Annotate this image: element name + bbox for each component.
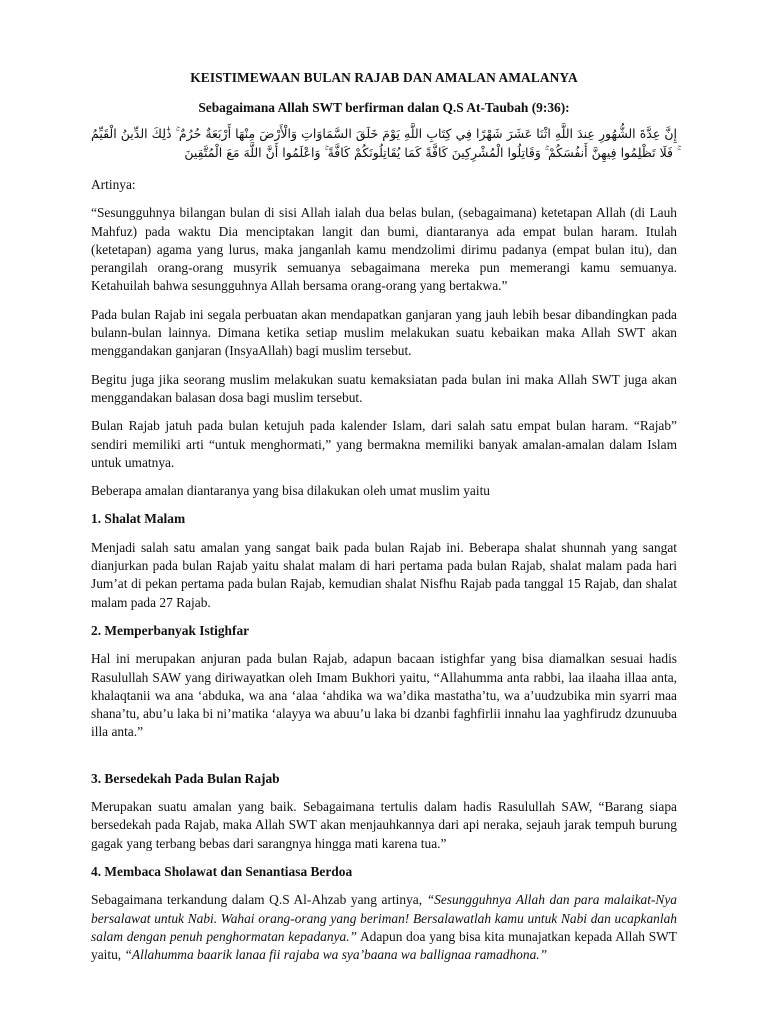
section-body-sholawat [91,891,677,964]
section-body-bersedekah: Merupakan suatu amalan yang baik. Sebagaimana tertulis dalam hadis Rasulullah SAW, “Barang siapa bersedekah pada Rajab, maka Allah SWT akan menjauhkannya dari api neraka, sejauh jarak tempuh burung gagak yang terbang bebas dari sarangnya hingga mati karena tua.” [91,799,677,851]
section-body-istighfar: Hal ini merupakan anjuran pada bulan Rajab, adapun bacaan istighfar yang bisa diamalkan sesuai hadis Rasulullah SAW yang diriwayatkan oleh Imam Bukhori yaitu, “Allahumma anta rabbi, laa ilaaha illaa anta, khalaqtanii wa ana ‘abduka, wa ana ‘alaa ‘ahdika wa wa’dika mastatha’tu, wa a’uudzubika min syarri maa shana’tu, abu’u laka bi ni’matika ‘alayya wa abuu’u laka bi dzanbi faghfirlii innahu laa yaghfirudz dzunuuba illa anta.” [91,651,677,740]
sholawat-quote-ahzab: “Sesungguhnya Allah dan para malaikat-Nya bersalawat untuk Nabi. Wahai orang-orang yang beriman! Bersalawatlah kamu untuk Nabi dan ucapkanlah salam dengan penuh penghormatan kepadanya.” [91,892,677,944]
document-title: KEISTIMEWAAN BULAN RAJAB DAN AMALAN AMALANYA [190,70,578,85]
verse-translation: “Sesungguhnya bilangan bulan di sisi Allah ialah dua belas bulan, (sebagaimana) ketetapan Allah (di Lauh Mahfuz) pada waktu Dia menciptakan langit dan bumi, diantaranya ada empat bulan haram. Itulah (ketetapan) agama yang lurus, maka janganlah kamu mendzolimi dirimu padanya (empat bulan itu), dan perangilah orang-orang musyrik semuanya sebagaimana mereka pun memerangi kamu semuanya. Ketahuilah bahwa sesungguhnya Allah bersama orang-orang yang bertakwa.” [91,205,677,294]
paragraph-ganjaran: Pada bulan Rajab ini segala perbuatan akan mendapatkan ganjaran yang jauh lebih besar dibandingkan pada bulann-bulan lainnya. Dimana ketika setiap muslim melakukan suatu kebaikan maka Allah SWT akan menggandakan ganjaran (InsyaAllah) bagi muslim tersebut. [91,306,677,359]
section-heading-shalat-malam: 1. Shalat Malam [91,511,186,527]
sholawat-quote-doa: “Allahumma baarik lanaa fii rajaba wa sya’baana wa ballignaa ramadhona.” [124,947,548,963]
section-body-shalat-malam: Menjadi salah satu amalan yang sangat baik pada bulan Rajab ini. Beberapa shalat shunnah yang sangat dianjurkan pada bulan Rajab yaitu shalat malam di hari pertama pada bulan Rajab, shalat malam pada hari Jum’at di pekan pertama pada bulan Rajab, kemudian shalat Nisfhu Rajab pada tanggal 15 Rajab, dan shalat malam pada 27 Rajab. [91,539,677,610]
blank-line [91,752,677,770]
document-subtitle: Sebagaimana Allah SWT berfirman dalan Q.S At-Taubah (9:36): [198,100,570,115]
paragraph-kemaksiatan: Begitu juga jika seorang muslim melakukan suatu kemaksiatan pada bulan ini maka Allah SWT juga akan menggandakan balasan dosa bagi muslim tersebut. [91,371,677,405]
paragraph-bulan-rajab: Bulan Rajab jatuh pada bulan ketujuh pada kalender Islam, dari salah satu empat bulan haram. “Rajab” sendiri memiliki arti “untuk menghormati,” yang bermakna memiliki banyak amalan-amalan dalam Islam untuk umatnya. [91,418,677,470]
sholawat-text-a: Sebagaimana terkandung dalam Q.S Al-Ahzab yang artinya, [91,892,427,908]
sholawat-text-b: Adapun doa yang bisa kita munajatkan kepada Allah SWT yaitu, [91,928,677,963]
arabic-verse: إِنَّ عِدَّةَ الشُّهُورِ عِندَ اللَّهِ اثْنَا عَشَرَ شَهْرًا فِي كِتَابِ اللَّهِ يَوْمَ خَلَقَ السَّمَاوَاتِ وَالْأَرْضَ مِنْهَا أَرْبَعَةٌ حُرُمٌ ۚ ذَٰلِكَ الدِّينُ الْقَيِّمُ ۚ فَلَا تَظْلِمُوا فِيهِنَّ أَنفُسَكُمْ ۚ وَقَاتِلُوا الْمُشْرِكِينَ كَافَّةً كَمَا يُقَاتِلُونَكُمْ كَافَّةً ۚ وَاعْلَمُوا أَنَّ اللَّهَ مَعَ الْمُتَّقِينَ [91,126,677,160]
artinya-label: Artinya: [91,177,136,192]
section-heading-bersedekah: 3. Bersedekah Pada Bulan Rajab [91,770,280,786]
paragraph-amalan-intro: Beberapa amalan diantaranya yang bisa dilakukan oleh umat muslim yaitu [91,483,490,499]
section-heading-istighfar: 2. Memperbanyak Istighfar [91,622,250,638]
section-heading-sholawat: 4. Membaca Sholawat dan Senantiasa Berdoa [91,863,353,879]
